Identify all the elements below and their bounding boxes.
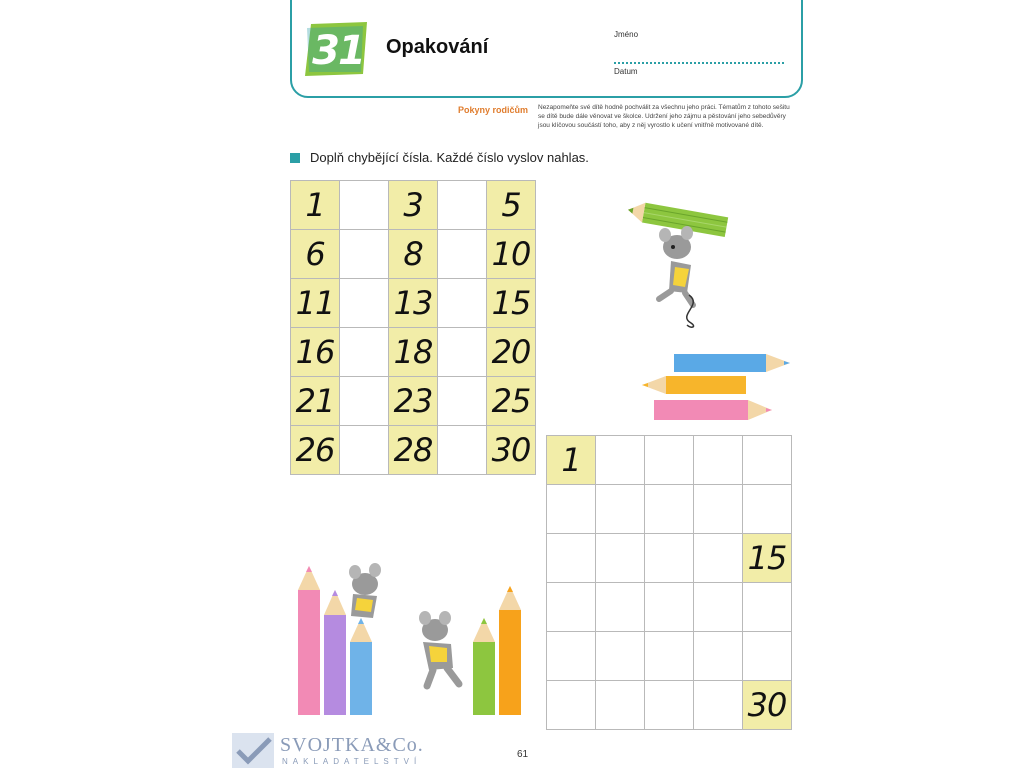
empty-number-cell[interactable] — [694, 436, 743, 485]
parents-note-text: Nezapomeňte své dítě hodně pochválit za všechnu jeho práci. Tématům z tohoto sešitu se dítě bude dále věnovat ve školce. Udržení jeho zájmu a pěstování jeho sebedůvěry jsou klíčovou součástí toho, aby z něj vyrostlo k učení vnitřně motivované dítě. — [538, 104, 790, 129]
empty-number-cell[interactable] — [340, 279, 389, 328]
number-cell: 6 — [291, 230, 340, 279]
number-cell: 16 — [291, 328, 340, 377]
page-title: Opakování — [386, 36, 489, 58]
page-number: 61 — [517, 749, 529, 760]
name-label: Jméno — [614, 30, 639, 39]
number-cell: 10 — [487, 230, 536, 279]
number-cell: 20 — [487, 328, 536, 377]
number-cell: 1 — [547, 436, 596, 485]
empty-number-cell[interactable] — [596, 534, 645, 583]
empty-number-cell[interactable] — [645, 583, 694, 632]
number-cell: 26 — [291, 426, 340, 475]
empty-number-cell[interactable] — [438, 279, 487, 328]
empty-number-cell[interactable] — [596, 436, 645, 485]
number-cell: 23 — [389, 377, 438, 426]
empty-number-cell[interactable] — [547, 583, 596, 632]
empty-number-cell[interactable] — [645, 534, 694, 583]
empty-number-cell[interactable] — [547, 534, 596, 583]
empty-number-cell[interactable] — [743, 632, 792, 681]
number-grid-b — [546, 435, 792, 730]
empty-number-cell[interactable] — [596, 485, 645, 534]
empty-number-cell[interactable] — [438, 230, 487, 279]
mouse-with-green-pencil-illustration — [625, 195, 735, 330]
instruction-marker-icon — [290, 153, 300, 163]
number-cell: 13 — [389, 279, 438, 328]
empty-number-cell[interactable] — [596, 681, 645, 730]
parents-note-title: Pokyny rodičům — [458, 105, 529, 115]
number-cell: 3 — [389, 181, 438, 230]
publisher-name: SVOJTKA&Co. — [280, 734, 424, 756]
empty-number-cell[interactable] — [743, 485, 792, 534]
mice-with-pencils-illustration — [295, 560, 530, 720]
empty-number-cell[interactable] — [340, 377, 389, 426]
empty-number-cell[interactable] — [743, 436, 792, 485]
empty-number-cell[interactable] — [438, 426, 487, 475]
number-cell: 15 — [487, 279, 536, 328]
number-cell: 5 — [487, 181, 536, 230]
lesson-number: 31 — [312, 28, 364, 74]
empty-number-cell[interactable] — [547, 681, 596, 730]
number-cell: 8 — [389, 230, 438, 279]
empty-number-cell[interactable] — [340, 426, 389, 475]
publisher-logo-icon — [232, 733, 274, 768]
number-cell: 30 — [743, 681, 792, 730]
empty-number-cell[interactable] — [694, 632, 743, 681]
number-grid-a — [290, 180, 536, 475]
stacked-pencils-illustration — [638, 350, 798, 428]
empty-number-cell[interactable] — [694, 583, 743, 632]
empty-number-cell[interactable] — [645, 632, 694, 681]
empty-number-cell[interactable] — [340, 181, 389, 230]
empty-number-cell[interactable] — [645, 681, 694, 730]
empty-number-cell[interactable] — [547, 632, 596, 681]
empty-number-cell[interactable] — [596, 583, 645, 632]
publisher-subtitle: NAKLADATELSTVÍ — [282, 757, 422, 766]
empty-number-cell[interactable] — [694, 534, 743, 583]
empty-number-cell[interactable] — [438, 328, 487, 377]
number-cell: 18 — [389, 328, 438, 377]
empty-number-cell[interactable] — [438, 181, 487, 230]
name-field-line[interactable] — [614, 62, 784, 64]
empty-number-cell[interactable] — [596, 632, 645, 681]
empty-number-cell[interactable] — [438, 377, 487, 426]
empty-number-cell[interactable] — [645, 485, 694, 534]
number-cell: 11 — [291, 279, 340, 328]
number-cell: 1 — [291, 181, 340, 230]
number-cell: 28 — [389, 426, 438, 475]
empty-number-cell[interactable] — [694, 681, 743, 730]
number-cell: 30 — [487, 426, 536, 475]
number-cell: 15 — [743, 534, 792, 583]
date-label: Datum — [614, 67, 638, 76]
number-cell: 25 — [487, 377, 536, 426]
instruction-text: Doplň chybějící čísla. Každé číslo vyslov nahlas. — [310, 150, 589, 165]
empty-number-cell[interactable] — [547, 485, 596, 534]
empty-number-cell[interactable] — [645, 436, 694, 485]
empty-number-cell[interactable] — [340, 328, 389, 377]
empty-number-cell[interactable] — [743, 583, 792, 632]
number-cell: 21 — [291, 377, 340, 426]
empty-number-cell[interactable] — [694, 485, 743, 534]
empty-number-cell[interactable] — [340, 230, 389, 279]
